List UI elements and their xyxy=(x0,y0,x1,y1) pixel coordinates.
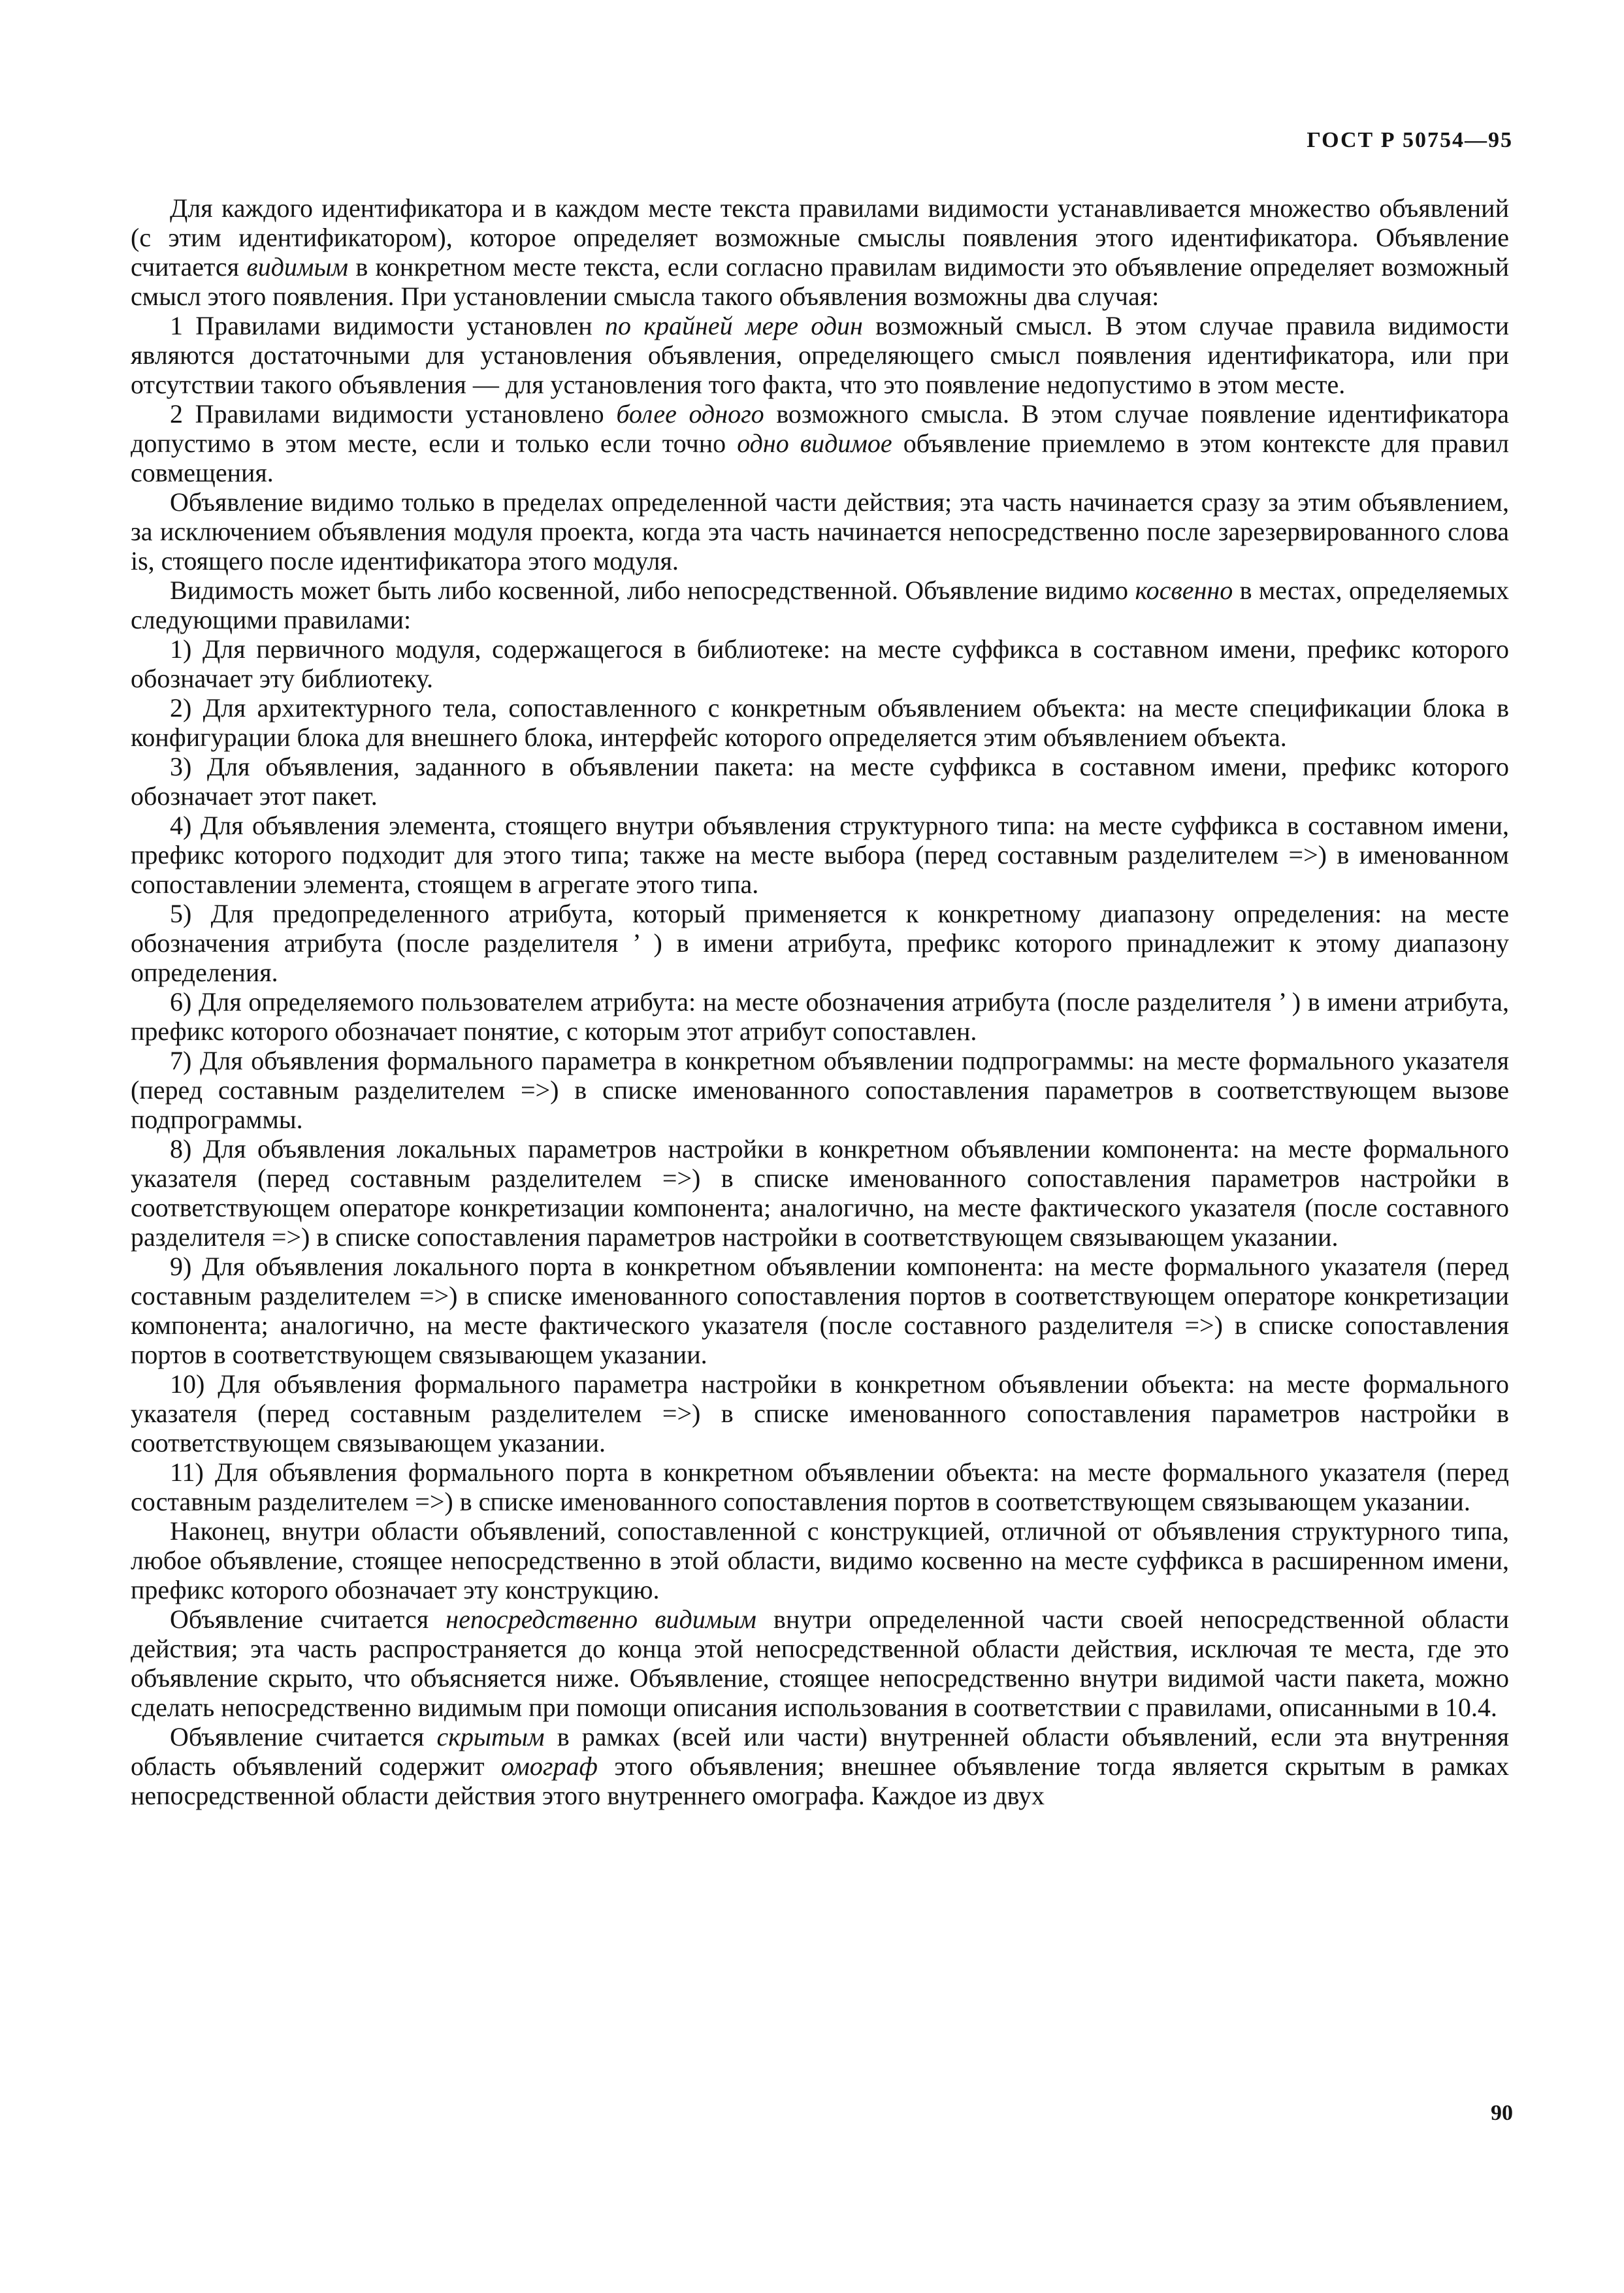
paragraph xyxy=(131,1046,1509,1134)
paragraph xyxy=(131,987,1509,1046)
text-run: 7) Для объявления формального параметра в конкретном объявлении подпрограммы: на месте формального указателя (перед составным разделителем =>) в списке именованного сопоставления параметров в соответствующем вызове подпрограммы. xyxy=(131,1046,1509,1134)
text-run: в рамках (всей или части) внутренней области объявлений, если эта внутренняя область объявлений содержит xyxy=(131,1722,1509,1781)
italic-term: по крайней мере один xyxy=(604,311,863,340)
italic-term: видимым xyxy=(246,252,349,282)
text-run: 1) Для первичного модуля, содержащегося в библиотеке: на месте суффикса в составном имени, префикс которого обозначает эту библиотеку. xyxy=(131,634,1509,693)
text-run: 9) Для объявления локального порта в конкретном объявлении компонента: на месте формального указателя (перед составным разделителем =>) в списке именованного сопоставления портов в соответствующем операторе конкретизации компонента; аналогично, на месте фактического указателя (после составного разделителя =>) в списке сопоставления портов в соответствующем связывающем указании. xyxy=(131,1252,1509,1369)
paragraph xyxy=(131,1722,1509,1810)
text-run: 2) Для архитектурного тела, сопоставленного с конкретным объявлением объекта: на месте спецификации блока в конфигурации блока для внешнего блока, интерфейс которого определяется этим объявлением объекта. xyxy=(131,693,1509,752)
text-run: 5) Для предопределенного атрибута, который применяется к конкретному диапазону определения: на месте обозначения атрибута (после разделителя ’ ) в имени атрибута, префикс которого принадлежит к этому диапазону определения. xyxy=(131,899,1509,987)
text-run: в местах, определяемых следующими правилами: xyxy=(131,576,1509,634)
text-run: 6) Для определяемого пользователем атрибута: на месте обозначения атрибута (после разделителя ’ ) в имени атрибута, префикс которого обозначает понятие, с которым этот атрибут сопоставлен. xyxy=(131,987,1509,1046)
italic-term: одно видимое xyxy=(737,429,892,458)
text-run: Для каждого идентификатора и в каждом месте текста правилами видимости устанавливается множество объявлений (с этим идентификатором), которое определяет возможные смыслы появления этого идентификатора. Объявление считается xyxy=(131,193,1509,282)
text-run: возможный смысл. В этом случае правила видимости являются достаточными для установления объявления, определяющего смысл появления идентификатора, или при отсутствии такого объявления — для установления того факта, что это появление недопустимо в этом месте. xyxy=(131,311,1509,399)
text-run: возможного смысла. В этом случае появление идентификатора допустимо в этом месте, если и только если точно xyxy=(131,399,1509,458)
paragraph xyxy=(131,634,1509,693)
text-run: Объявление считается xyxy=(170,1722,437,1751)
paragraph xyxy=(131,576,1509,634)
paragraph xyxy=(131,311,1509,399)
italic-term: омограф xyxy=(500,1751,598,1781)
page-number: 90 xyxy=(1491,2101,1513,2125)
paragraph xyxy=(131,752,1509,811)
text-run: Видимость может быть либо косвенной, либо непосредственной. Объявление видимо xyxy=(170,576,1135,605)
text-run: в конкретном месте текста, если согласно правилам видимости это объявление определяет возможный смысл этого появления. При установлении смысла такого объявления возможны два случая: xyxy=(131,252,1509,311)
text-run: 3) Для объявления, заданного в объявлении пакета: на месте суффикса в составном имени, префикс которого обозначает этот пакет. xyxy=(131,752,1509,811)
paragraph xyxy=(131,1134,1509,1252)
italic-term: скрытым xyxy=(436,1722,545,1751)
italic-term: более одного xyxy=(616,399,764,429)
text-run: 8) Для объявления локальных параметров настройки в конкретном объявлении компонента: на месте формального указателя (перед составным разделителем =>) в списке именованного сопоставления параметров настройки в соответствующем операторе конкретизации компонента; аналогично, на месте фактического указателя (после составного разделителя =>) в списке сопоставления параметров настройки в соответствующем связывающем указании. xyxy=(131,1134,1509,1252)
paragraph xyxy=(131,1457,1509,1516)
paragraph xyxy=(131,487,1509,576)
text-run: 4) Для объявления элемента, стоящего внутри объявления структурного типа: на месте суффикса в составном имени, префикс которого подходит для этого типа; также на месте выбора (перед составным разделителем =>) в именованном сопоставлении элемента, стоящем в агрегате этого типа. xyxy=(131,811,1509,899)
text-run: 1 Правилами видимости установлен xyxy=(170,311,605,340)
paragraph xyxy=(131,193,1509,311)
paragraph xyxy=(131,399,1509,487)
paragraph xyxy=(131,1369,1509,1457)
text-run: внутри определенной части своей непосредственной области действия; эта часть распространяется до конца этой непосредственной области действия, исключая те места, где это объявление скрыто, что объясняется ниже. Объявление, стоящее непосредственно внутри видимой части пакета, можно сделать непосредственно видимым при помощи описания использования в соответствии с правилами, описанными в 10.4. xyxy=(131,1604,1509,1722)
paragraph xyxy=(131,1516,1509,1604)
text-run: 2 Правилами видимости установлено xyxy=(170,399,617,429)
paragraph xyxy=(131,899,1509,987)
page-header: ГОСТ Р 50754—95 xyxy=(1307,128,1513,152)
text-run: Объявление считается xyxy=(170,1604,446,1634)
paragraph xyxy=(131,811,1509,899)
italic-term: непосредственно видимым xyxy=(446,1604,756,1634)
text-run: Наконец, внутри области объявлений, сопоставленной с конструкцией, отличной от объявления структурного типа, любое объявление, стоящее непосредственно в этой области, видимо косвенно на месте суффикса в расширенном имени, префикс которого обозначает эту конструкцию. xyxy=(131,1516,1509,1604)
italic-term: косвенно xyxy=(1135,576,1233,605)
paragraph xyxy=(131,1604,1509,1722)
paragraph xyxy=(131,1252,1509,1369)
text-run: 10) Для объявления формального параметра настройки в конкретном объявлении объекта: на месте формального указателя (перед составным разделителем =>) в списке именованного сопоставления параметров настройки в соответствующем связывающем указании. xyxy=(131,1369,1509,1457)
text-run: Объявление видимо только в пределах определенной части действия; эта часть начинается сразу за этим объявлением, за исключением объявления модуля проекта, когда эта часть начинается непосредственно после зарезервированного слова is, стоящего после идентификатора этого модуля. xyxy=(131,487,1509,576)
text-run: объявление приемлемо в этом контексте для правил совмещения. xyxy=(131,429,1510,487)
document-body xyxy=(131,193,1509,1810)
text-run: 11) Для объявления формального порта в конкретном объявлении объекта: на месте формального указателя (перед составным разделителем =>) в списке именованного сопоставления портов в соответствующем связывающем указании. xyxy=(131,1457,1509,1516)
paragraph xyxy=(131,693,1509,752)
text-run: этого объявления; внешнее объявление тогда является скрытым в рамках непосредственной области действия этого внутреннего омографа. Каждое из двух xyxy=(131,1751,1509,1810)
